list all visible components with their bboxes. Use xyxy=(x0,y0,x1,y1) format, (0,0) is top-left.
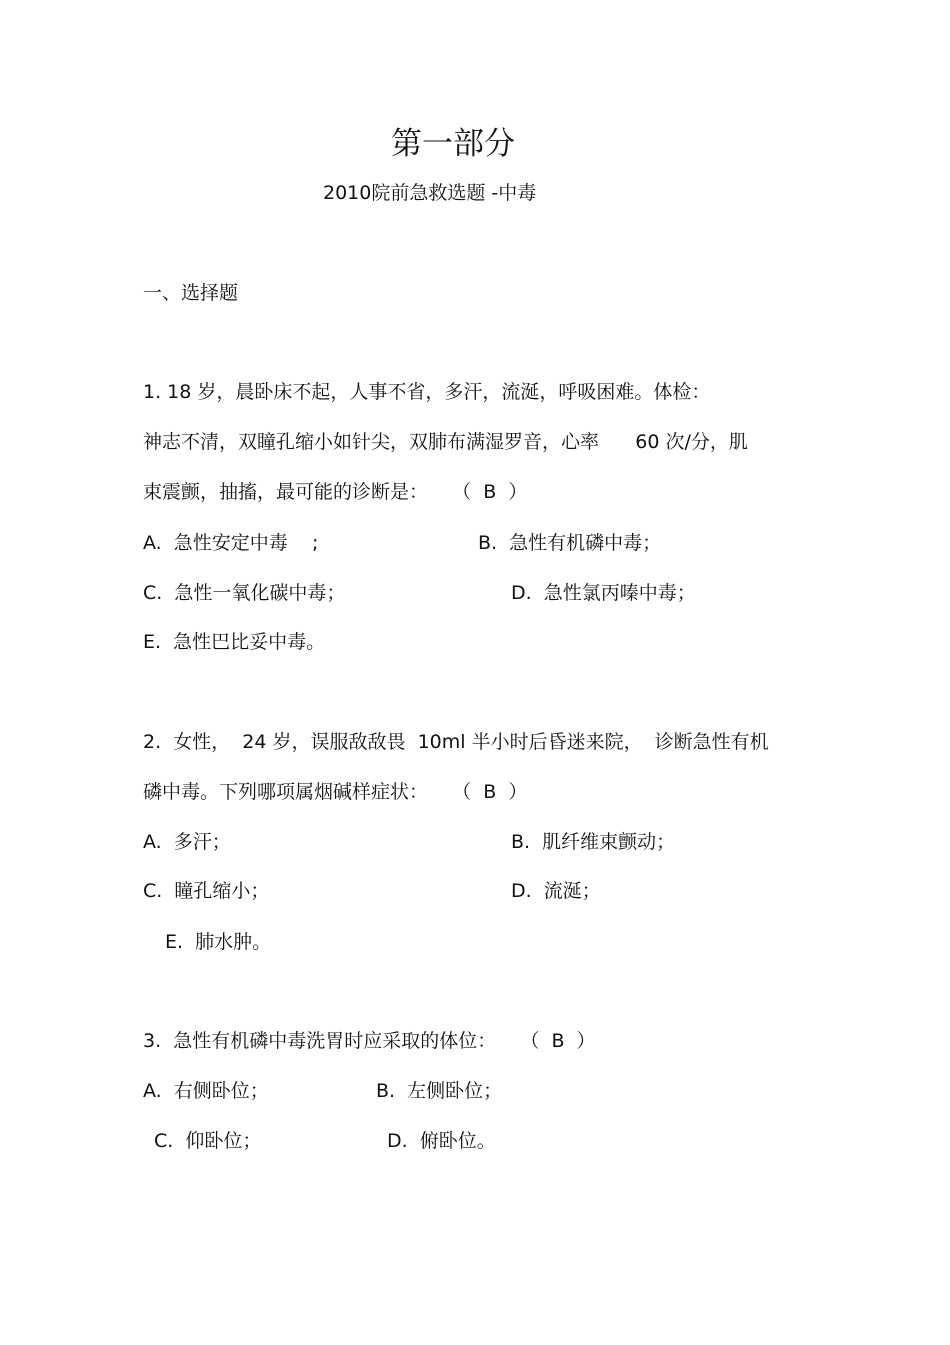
question-3-stem-line-1: 3. 急性有机磷中毒洗胃时应采取的体位： （ B ） xyxy=(143,1030,596,1052)
question-2-option-c: C. 瞳孔缩小； xyxy=(143,880,270,902)
question-1-option-e: E. 急性巴比妥中毒。 xyxy=(143,631,326,653)
question-1-option-a: A. 急性安定中毒 ; xyxy=(143,532,319,554)
question-1-stem-line-3: 束震颤，抽搐，最可能的诊断是： （ B ） xyxy=(143,481,528,503)
question-1-option-d: D. 急性氯丙嗪中毒； xyxy=(511,582,696,604)
question-2-stem-line-1: 2. 女性， 24 岁，误服敌敌畏 10ml 半小时后昏迷来院， 诊断急性有机 xyxy=(143,731,769,753)
question-2-option-a: A. 多汗； xyxy=(143,831,231,853)
page-title: 第一部分 xyxy=(391,126,515,162)
question-2-option-b: B. 肌纤维束颤动； xyxy=(511,831,676,853)
question-2-stem-line-2: 磷中毒。下列哪项属烟碱样症状： （ B ） xyxy=(143,781,528,803)
question-1-option-c: C. 急性一氧化碳中毒； xyxy=(143,582,346,604)
question-3-option-c: C. 仰卧位； xyxy=(154,1130,262,1152)
question-3-option-b: B. 左侧卧位； xyxy=(376,1080,503,1102)
question-3-option-d: D. 俯卧位。 xyxy=(387,1130,496,1152)
question-2-option-d: D. 流涎； xyxy=(511,880,601,902)
question-1-stem-line-1: 1. 18 岁，晨卧床不起，人事不省，多汗，流涎，呼吸困难。体检： xyxy=(143,381,711,403)
question-1-option-b: B. 急性有机磷中毒； xyxy=(478,532,662,554)
question-3-option-a: A. 右侧卧位； xyxy=(143,1080,269,1102)
section-heading: 一、选择题 xyxy=(143,282,239,304)
question-2-option-e: E. 肺水肿。 xyxy=(165,931,272,953)
page-subtitle: 2010院前急救选题 -中毒 xyxy=(323,182,537,204)
question-1-stem-line-2: 神志不清，双瞳孔缩小如针尖，双肺布满湿罗音，心率 60 次/分，肌 xyxy=(143,431,748,453)
